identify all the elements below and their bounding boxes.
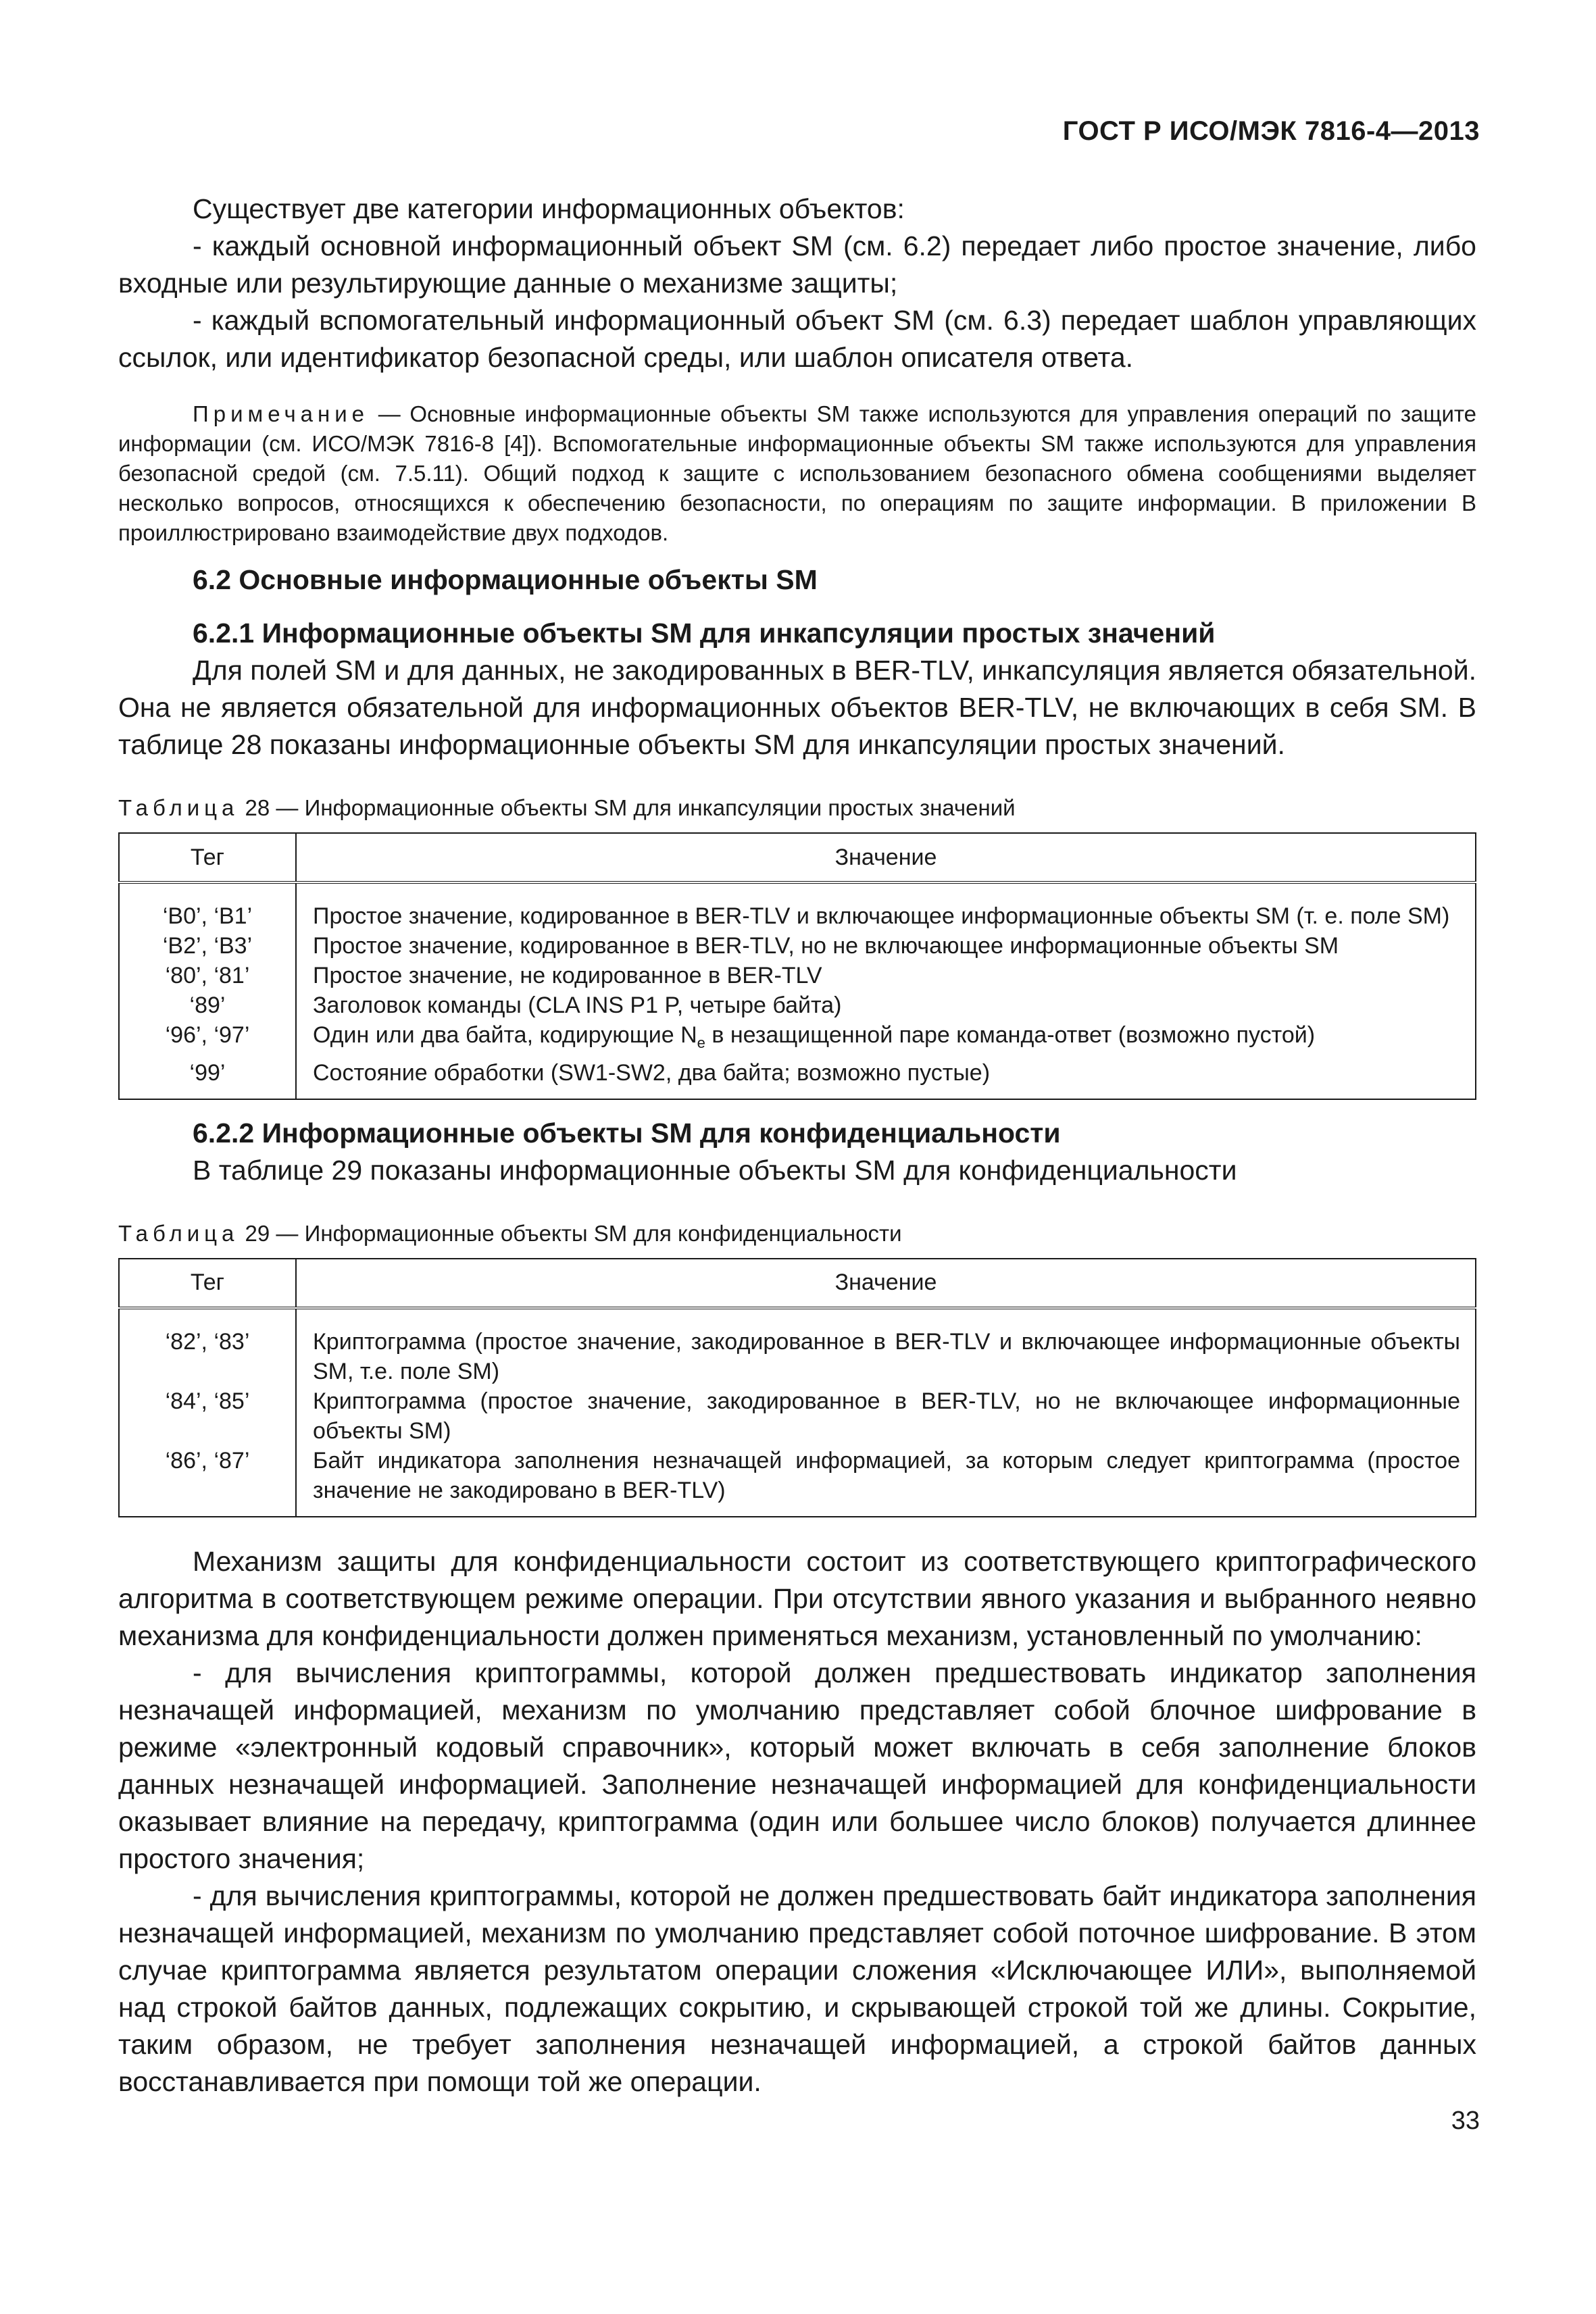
section-6-2-1-heading: 6.2.1 Информационные объекты SM для инкапсуляции простых значений — [193, 618, 1216, 649]
intro-bullet-2: - каждый вспомогательный информационный объект SM (см. 6.3) передает шаблон управляющих ссылок, или идентификатор безопасной среды, или шаблон описателя ответа. — [118, 305, 1476, 373]
table-29-header-tag: Тег — [119, 1259, 296, 1308]
table-row — [119, 882, 1476, 931]
table-cell-tag: ‘99’ — [119, 1058, 296, 1099]
table-row — [119, 931, 1476, 961]
value-text: Один или два байта, кодирующие N — [313, 1022, 697, 1048]
table-29-caption-text: 29 — Информационные объекты SM для конфиденциальности — [239, 1220, 902, 1246]
closing-paragraph-3: - для вычисления криптограммы, которой не должен предшествовать байт индикатора заполнения незначащей информацией, механизм по умолчанию представляет собой поточное шифрование. В этом случае криптограмма является результатом операции сложения «Исключающее ИЛИ», выполняемой над строкой байтов данных, подлежащих сокрытию, и скрывающей строкой той же длины. Сокрытие, таким образом, не требует заполнения незначащей информацией, а строкой байтов данных восстанавливается при помощи той же операции. — [118, 1880, 1476, 2097]
value-subscript: e — [697, 1034, 705, 1051]
table-cell-value: Простое значение, кодированное в BER-TLV, но не включающее информационные объекты SM — [296, 931, 1476, 961]
table-cell-tag: ‘82’, ‘83’ — [119, 1308, 296, 1386]
intro-lead: Существует две категории информационных объектов: — [193, 193, 905, 224]
page-content — [118, 191, 1476, 2101]
section-6-2-1-text: Для полей SM и для данных, не закодированных в BER-TLV, инкапсуляция является обязательной. Она не является обязательной для информационных объектов BER-TLV, не включающих в себя SM. В таблице 28 показаны информационные объекты SM для инкапсуляции простых значений. — [118, 655, 1476, 760]
table-28-header-tag: Тег — [119, 833, 296, 882]
table-cell-value: Криптограмма (простое значение, закодированное в BER-TLV и включающее информационные объекты SM, т.е. поле SM) — [296, 1308, 1476, 1386]
section-6-2-heading: 6.2 Основные информационные объекты SM — [193, 564, 818, 595]
table-cell-tag: ‘96’, ‘97’ — [119, 1020, 296, 1058]
table-28-caption-label: Таблица — [118, 795, 239, 820]
section-6-2-2-heading: 6.2.2 Информационные объекты SM для конфиденциальности — [193, 1117, 1061, 1149]
table-cell-value: Простое значение, не кодированное в BER-TLV — [296, 961, 1476, 990]
table-29-header-value: Значение — [296, 1259, 1476, 1308]
table-row — [119, 1308, 1476, 1386]
section-6-2-2-text: В таблице 29 показаны информационные объекты SM для конфиденциальности — [193, 1154, 1237, 1186]
closing-paragraph-2: - для вычисления криптограммы, которой должен предшествовать индикатор заполнения незначащей информацией, механизм по умолчанию представляет собой блочное шифрование в режиме «электронный кодовый справочник», который может включать в себя заполнение блоков данных незначащей информацией. Заполнение незначащей информацией для конфиденциальности оказывает влияние на передачу, криптограмма (один или большее число блоков) получается длиннее простого значения; — [118, 1657, 1476, 1874]
table-29-caption-label: Таблица — [118, 1220, 239, 1246]
table-row — [119, 1446, 1476, 1517]
table-28-caption — [118, 793, 1476, 823]
table-29 — [118, 1258, 1476, 1517]
table-28 — [118, 832, 1476, 1100]
note-text: — Основные информационные объекты SM также используются для управления операций по защите информации (см. ИСО/МЭК 7816-8 [4]). Вспомогательные информационные объекты SM также используются для управления безопасной средой (см. 7.5.11). Общий подход к защите с использованием безопасного обмена сообщениями выделяет несколько вопросов, относящихся к обеспечению безопасности, по операциям по защите информации. В приложении В проиллюстрировано взаимодействие двух подходов. — [118, 401, 1476, 545]
closing-paragraph-1: Механизм защиты для конфиденциальности состоит из соответствующего криптографического алгоритма в соответствующем режиме операции. При отсутствии явного указания и выбранного неявно механизма для конфиденциальности должен применяться механизм, установленный по умолчанию: — [118, 1545, 1476, 1651]
page-number: 33 — [1451, 2107, 1480, 2135]
table-row — [119, 990, 1476, 1020]
table-row — [119, 1386, 1476, 1446]
table-cell-value: Криптограмма (простое значение, закодированное в BER-TLV, но не включающее информационные объекты SM) — [296, 1386, 1476, 1446]
table-cell-value: Состояние обработки (SW1-SW2, два байта; возможно пустые) — [296, 1058, 1476, 1099]
table-cell-value — [296, 1020, 1476, 1058]
table-cell-tag: ‘89’ — [119, 990, 296, 1020]
intro-bullet-1: - каждый основной информационный объект SM (см. 6.2) передает либо простое значение, либо входные или результирующие данные о механизме защиты; — [118, 230, 1476, 299]
note-paragraph — [118, 399, 1476, 548]
value-text: в незащищенной паре команда-ответ (возможно пустой) — [705, 1022, 1316, 1048]
table-cell-tag: ‘86’, ‘87’ — [119, 1446, 296, 1517]
table-cell-tag: ‘B0’, ‘B1’ — [119, 882, 296, 931]
table-28-caption-text: 28 — Информационные объекты SM для инкапсуляции простых значений — [239, 795, 1016, 820]
table-cell-tag: ‘B2’, ‘B3’ — [119, 931, 296, 961]
table-28-header-value: Значение — [296, 833, 1476, 882]
table-row — [119, 1058, 1476, 1099]
table-cell-tag: ‘84’, ‘85’ — [119, 1386, 296, 1446]
table-cell-value: Заголовок команды (CLA INS P1 P, четыре байта) — [296, 990, 1476, 1020]
note-label: Примечание — [193, 401, 370, 426]
table-row — [119, 961, 1476, 990]
document-header: ГОСТ Р ИСО/МЭК 7816-4—2013 — [1062, 116, 1480, 146]
table-cell-value: Простое значение, кодированное в BER-TLV и включающее информационные объекты SM (т. е. поле SM) — [296, 882, 1476, 931]
table-row — [119, 1020, 1476, 1058]
table-cell-value: Байт индикатора заполнения незначащей информацией, за которым следует криптограмма (простое значение не закодировано в BER-TLV) — [296, 1446, 1476, 1517]
table-29-caption — [118, 1219, 1476, 1249]
table-cell-tag: ‘80’, ‘81’ — [119, 961, 296, 990]
